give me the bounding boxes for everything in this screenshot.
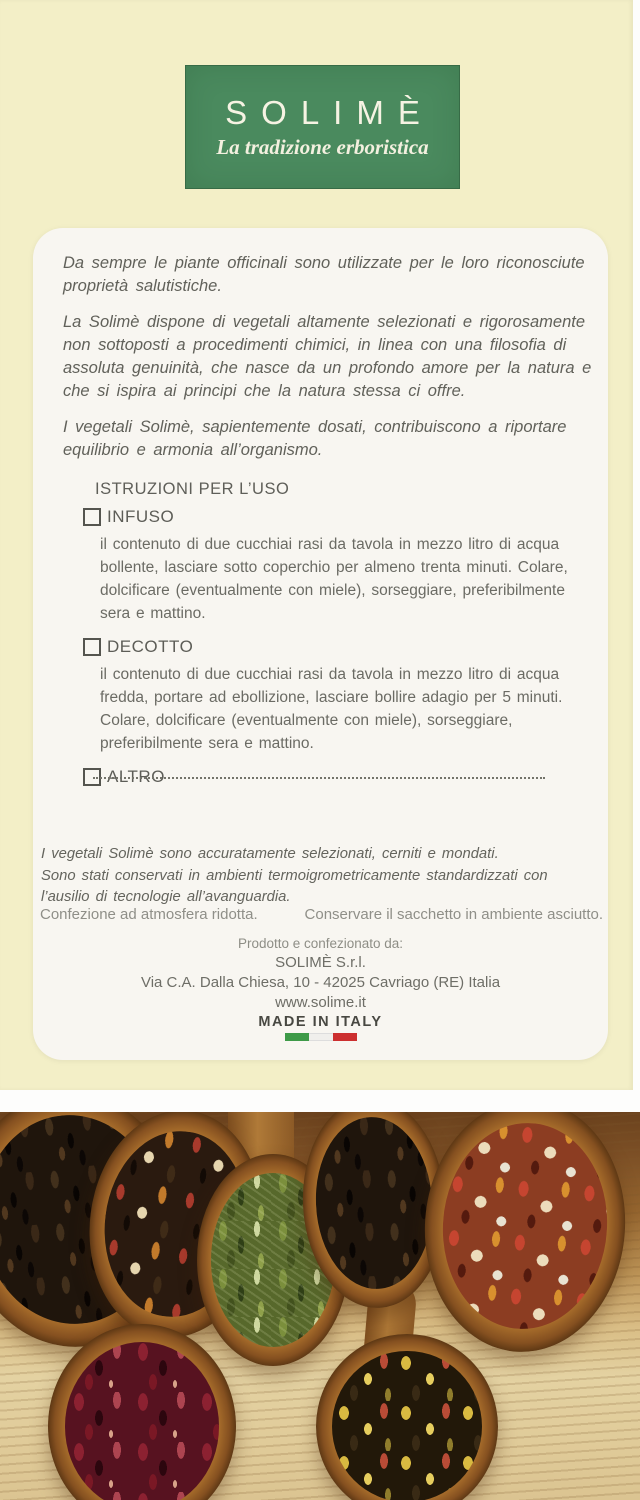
info-panel [33,228,608,1060]
option-infuso [83,507,568,625]
storage-notes [40,906,603,923]
brand-logo-box [185,65,460,189]
infuso-label: INFUSO [107,507,175,526]
usage-instructions [83,480,568,793]
flag-green-stripe [285,1033,309,1041]
option-decotto-row [83,637,565,657]
producer-label: Prodotto e confezionato da: [237,936,404,951]
brand-tagline: La tradizione erboristica [216,135,429,159]
producer-address: Via C.A. Dalla Chiesa, 10 - 42025 Cavriago (RE) Italia [140,974,501,991]
decotto-checkbox [83,638,101,656]
producer-website: www.solime.it [275,994,366,1011]
producer-info [33,936,608,1041]
intro-text [63,252,595,475]
altro-label: ALTRO [107,767,165,786]
quality-note-2: Sono stati conservati in ambienti termoigrometricamente standardizzati con l’ausilio di tecnologie all’avanguardia. [41,867,548,905]
brand-name: SOLIMÈ [225,94,434,131]
decotto-text: il contenuto di due cucchiai rasi da tavola in mezzo litro di acqua fredda, portare ad ebollizione, lasciare bollire adagio per 5 minuti. Colare, dolcificare (eventualmente con miele), sorseggiare, preferibilmente sera e mattino. [100,666,563,752]
storage-note-right: Conservare il sacchetto in ambiente asciutto. [304,906,603,923]
quality-note-1: I vegetali Solimè sono accuratamente selezionati, cerniti e mondati. [41,846,499,862]
fill-in-dotted-line [93,774,545,779]
intro-paragraph-1: Da sempre le piante officinali sono utilizzate per le loro riconosciute proprietà salutistiche. [63,254,585,295]
flag-white-stripe [309,1033,333,1041]
storage-note-left: Confezione ad atmosfera ridotta. [40,906,258,923]
spoon-fruit-tea [416,1112,633,1359]
option-infuso-row [83,507,565,527]
flag-red-stripe [333,1033,357,1041]
intro-paragraph-3: I vegetali Solimè, sapientemente dosati, contribuiscono a riportare equilibrio e armonia all’organismo. [63,418,567,459]
quality-notes [41,844,601,909]
usage-title: ISTRUZIONI PER L’USO [95,480,290,498]
spoon-hibiscus-tea [48,1324,236,1500]
made-in-italy-label: MADE IN ITALY [258,1014,383,1030]
italian-flag-icon [33,1033,608,1041]
decotto-label: DECOTTO [107,637,194,656]
intro-paragraph-2: La Solimè dispone di vegetali altamente selezionati e rigorosamente non sottoposti a procedimenti chimici, in linea con una filosofia di assoluta genuinità, che nasce da un profondo amore per la natura e che si ispira ai principi che la natura stessa ci offre. [63,313,592,400]
option-decotto [83,637,565,755]
infuso-checkbox [83,508,101,526]
spoon-flower-tea [316,1334,498,1500]
infuso-text: il contenuto di due cucchiai rasi da tavola in mezzo litro di acqua bollente, lasciare sotto coperchio per almeno trenta minuti. Colare, dolcificare (eventualmente con miele), sorseggiare, preferibilmente sera e mattino. [100,536,568,622]
producer-company: SOLIMÈ S.r.l. [275,954,366,971]
tea-spoons-photo [0,1112,640,1500]
